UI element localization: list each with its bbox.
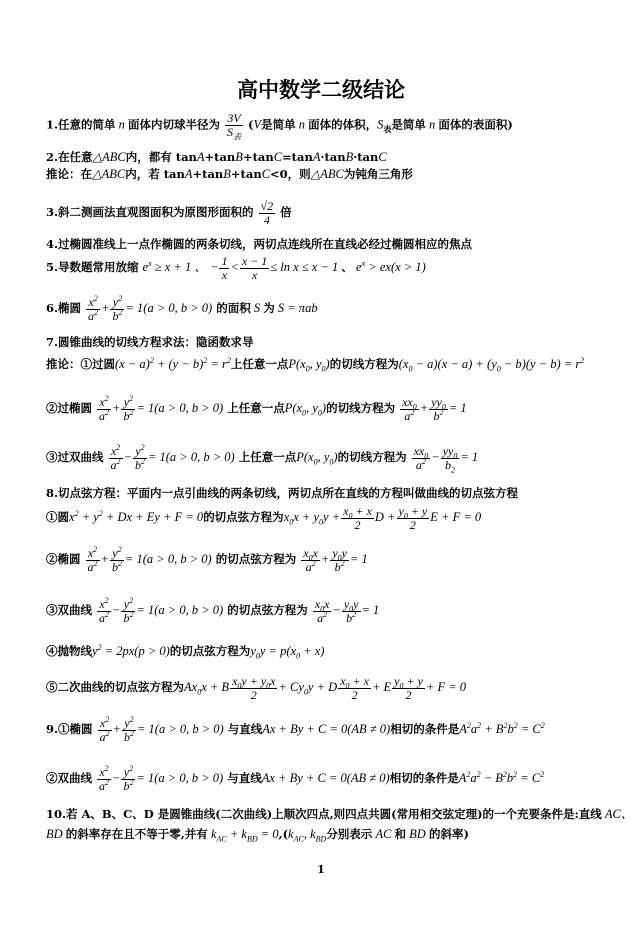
item-8-conic: ⑤二次曲线的切点弦方程为$Ax_0x + B$ $\frac{x_0y + y_0x}{2}$ + $Cy_0y + D$ $\frac{x_0 + x}{2}$ + E $\frac{y_0 + y}{2}$ + F = 0 [46, 673, 467, 702]
item-4: 4.过椭圆准线上一点作椭圆的两条切线，两切点连线所在直线必经过椭圆相应的焦点 [46, 237, 473, 251]
item-7-circle: 推论：①过圆$(x - a)^2 + (y - b)^2 = r^2$上任意一点$P(x_0$, $y_0$)的切线方程为$(x_0 - a)(x - a) + (y_0 - b)(y - b) = r^2$ [46, 355, 585, 374]
item-8: 8.切点弦方程：平面内一点引曲线的两条切线，两切点所在直线的方程叫做曲线的切点弦方程 [46, 486, 519, 500]
item-3: 3.斜二测画法直观图面积为原图形面积的 $\frac{√2}{4}$ 倍 [46, 198, 292, 227]
item-10: 10.若 A、B、C、D 是圆锥曲线(二次曲线)上顺次四点,则四点共圆(常用相交弦定理)的一个充要条件是:直线 AC、 [46, 807, 634, 821]
item-9-hyperbola: ②双曲线 $\frac{x^2}{a^2}$ − $\frac{y^2}{b^2}$ = 1(a > 0, b > 0) 与直线Ax + By + C = 0(AB ≠ 0)相切的条件是$A^2a^2 - B^2b^2 = C^2$ [46, 763, 545, 793]
item-2: 2.在任意△ABC内，都有 tanA+tanB+tanC=tanA·tanB·tanC [46, 150, 387, 164]
item-8-hyperbola: ③双曲线 $\frac{x^2}{a^2}$ − $\frac{y^2}{b^2}$ = 1(a > 0, b > 0) 的切点弦方程为 $\frac{x_0x}{a^2}$ − $\frac{y_0y}{b^2}$ = 1 [46, 595, 380, 625]
item-1: 1.任意的简单 n 面体内切球半径为 3V $S_表$ (V是简单 n 面体的体积，$S_表$是简单 n 面体的表面积) [46, 111, 513, 142]
page-number: 1 [317, 863, 325, 876]
item-8-parabola: ④抛物线$y^2 = 2px(p > 0)$的切点弦方程为$y_0y = p(x_0 + x)$ [46, 642, 325, 661]
item-9-ellipse: 9.①椭圆 $\frac{x^2}{a^2}$ + $\frac{y^2}{b^2}$ = 1(a > 0, b > 0) 与直线Ax + By + C = 0(AB ≠ 0)相切的条件是$A^2a^2 + B^2b^2 = C^2$ [46, 714, 545, 744]
item-7: 7.圆锥曲线的切线方程求法：隐函数求导 [46, 335, 254, 349]
page-title: 高中数学二级结论 [237, 78, 405, 102]
item-5: 5.导数题常用放缩 $e^x \ge x + 1$ 、 − $\frac{1}{x}$ < $\frac{x - 1}{x}$ ≤ ln x ≤ x − 1 、 $e^x > ex(x > 1)$ [46, 253, 426, 282]
item-2-corollary: 推论：在△ABC内，若 tanA+tanB+tanC<0，则△ABC为钝角三角形 [46, 167, 413, 181]
item-6: 6.椭圆 $\frac{x^2}{a^2}$ + $\frac{y^2}{b^2}$ = 1(a > 0, b > 0) 的面积 S 为 S = πab [46, 293, 318, 323]
item-8-circle: ①圆$x^2 + y^2 + Dx + Ey + F = 0$的切点弦方程为$x_0x + y_0y$ + $\frac{x_0 + x}{2}$ D + $\frac{y_0 + y}{2}$ E + F = 0 [46, 503, 482, 532]
item-7-ellipse: ②过椭圆 $\frac{x^2}{a^2}$ + $\frac{y^2}{b^2}$ = 1(a > 0, b > 0) 上任意一点$P(x_0$, $y_0$)的切线方程为 $\frac{xx_0}{a^2}$ + $\frac{yy_0}{b^2}$ = 1 [46, 393, 467, 423]
item-7-hyperbola: ③过双曲线 $\frac{x^2}{a^2}$ − $\frac{y^2}{b^2}$ = 1(a > 0, b > 0) 上任意一点$P(x_0$, $y_0$)的切线方程为 $\frac{xx_0}{a^2}$ − $\frac{yy_0}{b_2}$ = 1 [46, 442, 479, 474]
item-10-cont: BD 的斜率存在且不等于零,并有 $k_{AC} + k_{BD} = 0,(k_{AC}$, $k_{BD}$分别表示 AC 和 BD 的斜率) [46, 827, 469, 844]
item-8-ellipse: ②椭圆 $\frac{x^2}{a^2}$ + $\frac{y^2}{b^2}$ = 1(a > 0, b > 0) 的切点弦方程为 $\frac{x_0x}{a^2}$ + $\frac{y_0y}{b^2}$ = 1 [46, 544, 368, 574]
